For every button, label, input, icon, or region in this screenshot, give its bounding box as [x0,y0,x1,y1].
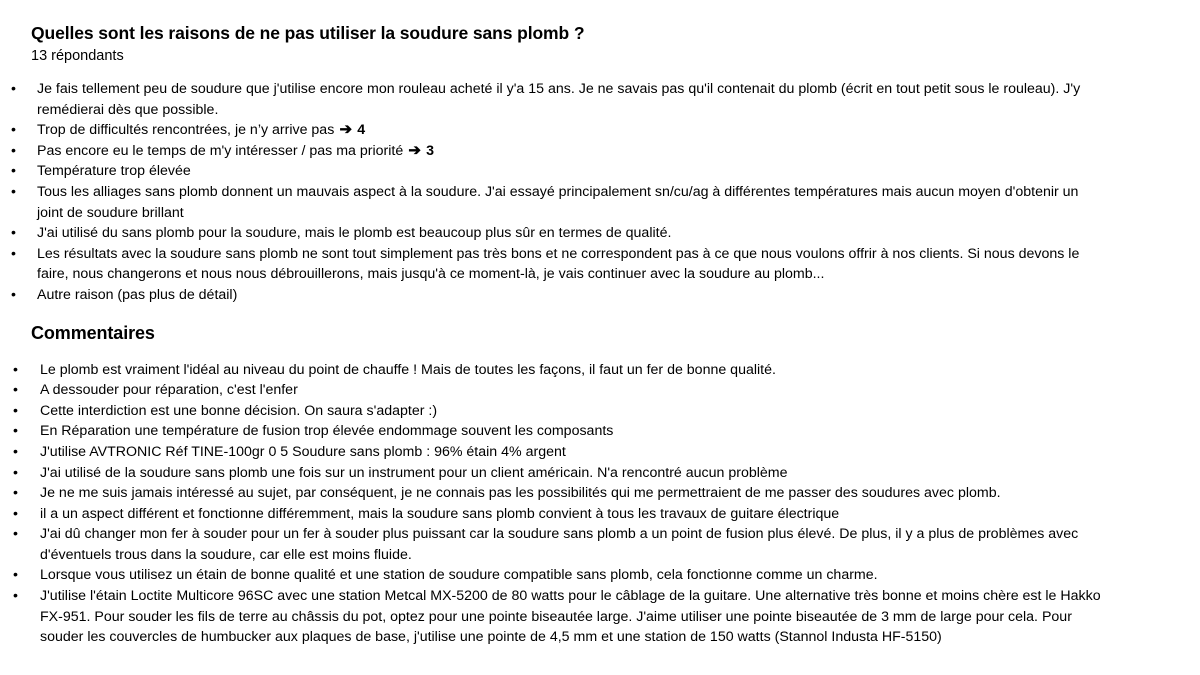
reason-text: Les résultats avec la soudure sans plomb ne sont tout simplement pas très bons et ne correspondent pas à ce que nous voulons offrir à nos clients. Si nous devons le faire, nous changerons et nous nous débrouillerons, mais jusqu'à ce moment-là, je vais continuer avec la soudure au plomb... [37,245,1080,283]
list-item [0,161,1104,182]
bullet-icon: • [13,588,18,605]
list-item [0,285,1104,306]
reason-text: Autre raison (pas plus de détail) [37,286,238,303]
reason-text: Température trop élevée [37,163,191,180]
question-block [0,0,1200,66]
reason-text: Tous les alliages sans plomb donnent un mauvais aspect à la soudure. J'ai essayé principalement sn/cu/ag à différentes températures mais aucun moyen d'obtenir un joint de soudure brillant [37,183,1079,221]
list-item [0,524,1110,565]
respondents-count: 13 répondants [31,48,124,64]
list-item [0,586,1110,648]
bullet-icon: • [11,122,16,139]
reasons-list [0,79,1104,306]
bullet-icon: • [13,361,18,378]
comment-text: Le plomb est vraiment l'idéal au niveau du point de chauffe ! Mais de toutes les façons, il faut un fer de bonne qualité. [40,361,776,378]
comment-text: il a un aspect différent et fonctionne différemment, mais la soudure sans plomb convient à tous les travaux de guitare électrique [40,505,840,522]
bullet-icon: • [13,402,18,419]
bullet-icon: • [13,464,18,481]
bullet-icon: • [11,81,16,97]
comments-list [0,360,1110,648]
comment-text: Lorsque vous utilisez un étain de bonne qualité et une station de soudure compatible sans plomb, cela fonctionne comme un charme. [40,567,878,584]
list-item [0,565,1110,586]
comment-text: A dessouder pour réparation, c'est l'enfer [40,382,298,399]
list-item [0,244,1104,285]
comment-text: J'ai utilisé de la soudure sans plomb une fois sur un instrument pour un client américain. N'a rencontré aucun problème [40,464,788,481]
list-item [0,442,1110,463]
bullet-icon: • [13,505,18,522]
bullet-icon: • [11,183,16,200]
list-item [0,79,1104,120]
list-item [0,421,1110,442]
bullet-icon: • [11,163,16,180]
list-item [0,182,1104,223]
comment-text: J'utilise l'étain Loctite Multicore 96SC avec une station Metcal MX-5200 de 80 watts pour le câblage de la guitare. Une alternative très bonne et moins chère est le Hakko FX-951. Pour souder les fils de terre au châssis du pot, optez pour une pointe biseautée large. J'aime utiliser une pointe biseautée de 3 mm de large pour cela. Pour souder les couvercles de humbucker aux plaques de base, j'utilise une pointe de 4,5 mm et une station de 150 watts (Stannol Industa HF-5150) [40,588,1101,646]
bullet-icon: • [13,423,18,440]
page-title: Quelles sont les raisons de ne pas utiliser la soudure sans plomb ? [31,23,585,43]
reason-text: Pas encore eu le temps de m'y intéresser / pas ma priorité [37,142,404,159]
comment-text: J'ai dû changer mon fer à souder pour un fer à souder plus puissant car la soudure sans plomb a un point de fusion plus élevé. De plus, il y a plus de problèmes avec d'éventuels trous dans la soudure, car elle est moins fluide. [40,526,1079,563]
bullet-icon: • [11,245,16,262]
comment-text: Cette interdiction est une bonne décision. On saura s'adapter :) [40,402,438,419]
bullet-icon: • [13,382,18,399]
list-item [0,141,1104,162]
reason-count: 4 [357,122,366,139]
list-item [0,360,1110,381]
comment-text: J'utilise AVTRONIC Réf TINE-100gr 0 5 Soudure sans plomb : 96% étain 4% argent [40,443,566,460]
list-item [0,380,1110,401]
list-item [0,463,1110,484]
reason-text: Je fais tellement peu de soudure que j'utilise encore mon rouleau acheté il y'a 15 ans. Je ne savais pas qu'il contenait du plomb (écrit en tout petit sous le rouleau). J'y remédierai dès que possible. [37,81,1081,118]
comments-heading: Commentaires [31,322,155,343]
bullet-icon: • [11,142,16,159]
reason-text: J'ai utilisé du sans plomb pour la soudure, mais le plomb est beaucoup plus sûr en termes de qualité. [37,225,672,242]
list-item [0,120,1104,141]
comment-text: Je ne me suis jamais intéressé au sujet, par conséquent, je ne connais pas les possibilités qui me permettraient de me passer des soudures avec plomb. [40,485,1001,502]
reason-count: 3 [426,142,435,159]
arrow-right-icon: ➔ [335,121,357,139]
comment-text: En Réparation une température de fusion trop élevée endommage souvent les composants [40,423,614,440]
bullet-icon: • [13,443,18,460]
list-item [0,223,1104,244]
reason-text: Trop de difficultés rencontrées, je n’y arrive pas [37,122,335,139]
arrow-right-icon: ➔ [404,141,426,159]
list-item [0,483,1110,504]
bullet-icon: • [13,567,18,584]
list-item [0,504,1110,525]
bullet-icon: • [13,485,18,502]
comments-block [0,321,1200,648]
list-item [0,401,1110,422]
bullet-icon: • [13,526,18,543]
bullet-icon: • [11,225,16,242]
bullet-icon: • [11,286,16,303]
